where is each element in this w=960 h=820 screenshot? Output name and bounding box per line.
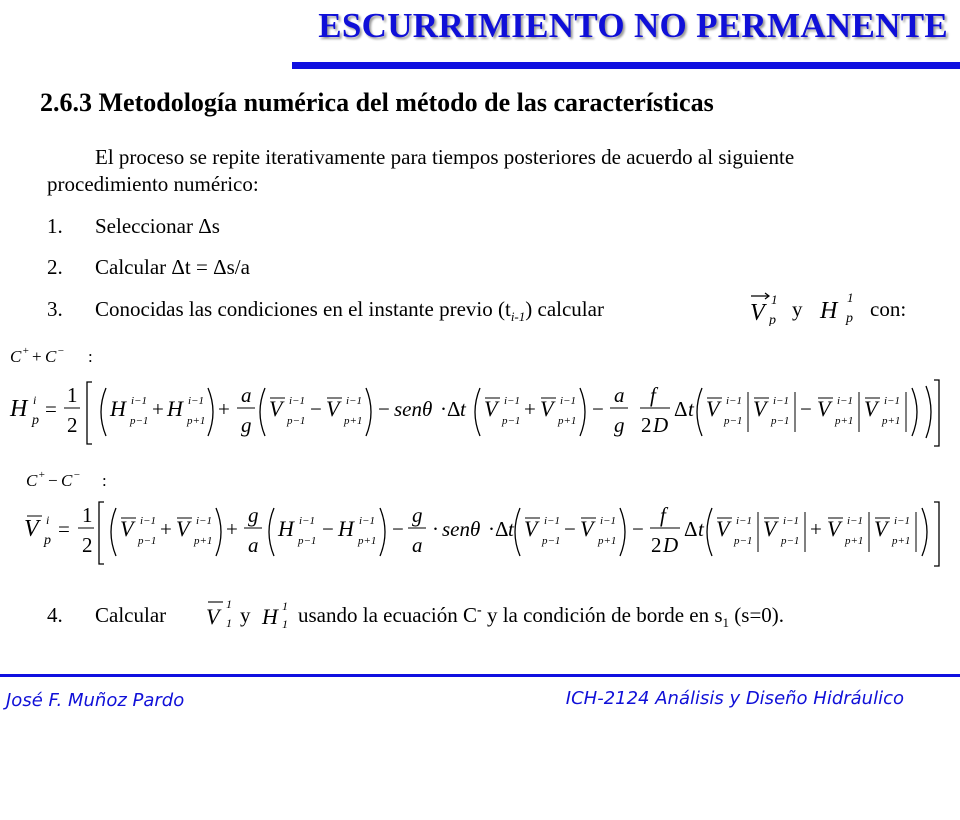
svg-text:+: +	[218, 397, 230, 421]
svg-text:p: p	[32, 413, 39, 428]
svg-text:1: 1	[282, 617, 288, 631]
svg-text:t: t	[688, 397, 694, 421]
slide-title: ESCURRIMIENTO NO PERMANENTE	[318, 6, 948, 45]
footer-divider	[0, 674, 960, 677]
svg-text:g: g	[248, 503, 259, 527]
svg-text:a: a	[241, 383, 252, 407]
svg-text:·Δ: ·Δ	[488, 517, 509, 541]
svg-text:i−1: i−1	[726, 395, 742, 407]
h-1-1-symbol	[260, 594, 296, 639]
svg-text:i−1: i−1	[560, 395, 576, 407]
svg-text:C: C	[45, 347, 57, 366]
svg-text:V: V	[120, 516, 134, 541]
svg-text:i−1: i−1	[847, 515, 863, 527]
svg-text:V: V	[817, 396, 831, 421]
svg-text:i−1: i−1	[188, 395, 204, 407]
svg-text:f: f	[650, 383, 656, 407]
svg-text:+: +	[524, 397, 536, 421]
svg-text:i: i	[46, 513, 50, 527]
svg-text:C: C	[61, 471, 73, 490]
svg-text:i−1: i−1	[736, 515, 752, 527]
svg-text:−: −	[73, 469, 81, 481]
svg-text:H: H	[278, 516, 294, 541]
svg-text:2: 2	[641, 413, 652, 437]
svg-text:p−1: p−1	[502, 415, 521, 427]
svg-text:p+1: p+1	[344, 415, 363, 427]
svg-text::: :	[102, 471, 107, 490]
svg-text:p+1: p+1	[187, 415, 206, 427]
svg-text:=: =	[58, 517, 70, 541]
svg-text:a: a	[248, 533, 259, 557]
svg-text:V: V	[326, 396, 340, 421]
svg-text:i−1: i−1	[544, 515, 560, 527]
svg-text:1: 1	[771, 292, 778, 307]
svg-text:i−1: i−1	[837, 395, 853, 407]
svg-text:p−1: p−1	[724, 415, 743, 427]
step-3: 3. Conocidas las condiciones en el instante previo $(t_{i-1})$ calcular	[47, 297, 604, 325]
svg-text:−: −	[592, 397, 604, 421]
svg-text:C: C	[10, 347, 22, 366]
step-3-con: con:	[870, 297, 907, 321]
vector-v-symbol	[747, 290, 787, 326]
svg-text:−: −	[564, 517, 576, 541]
svg-text:V: V	[524, 516, 538, 541]
svg-text:i: i	[33, 393, 37, 407]
svg-text:p−1: p−1	[542, 535, 561, 547]
svg-text:p: p	[44, 533, 51, 548]
svg-text:V: V	[580, 516, 594, 541]
equation-c-plus	[0, 340, 960, 820]
svg-text:C: C	[26, 471, 38, 490]
svg-text:V: V	[706, 396, 720, 421]
svg-text:p+1: p+1	[835, 415, 854, 427]
svg-text:−: −	[378, 397, 390, 421]
svg-text:V: V	[874, 516, 888, 541]
svg-text:p−1: p−1	[130, 415, 149, 427]
svg-text:i−1: i−1	[773, 395, 789, 407]
svg-text:Δ: Δ	[674, 397, 688, 421]
svg-text:H: H	[10, 396, 28, 422]
h-p-1-symbol	[818, 290, 862, 333]
svg-text:−: −	[322, 517, 334, 541]
svg-text:·: ·	[432, 517, 439, 541]
svg-text:V: V	[763, 516, 777, 541]
step-number: 3.	[47, 297, 63, 321]
svg-text:D: D	[663, 533, 679, 557]
svg-text:−: −	[48, 471, 58, 490]
svg-text:p: p	[769, 313, 776, 326]
svg-text:senθ: senθ	[442, 517, 481, 541]
step-text: Calcular Δt = Δs/a	[95, 255, 250, 279]
step-3-y: y	[792, 297, 803, 321]
svg-text:·Δ: ·Δ	[440, 397, 461, 421]
svg-text:=: =	[45, 397, 57, 421]
step-1	[47, 214, 220, 239]
svg-text:+: +	[810, 517, 822, 541]
svg-text:p−1: p−1	[287, 415, 306, 427]
svg-text:1: 1	[847, 290, 854, 305]
footer-author: José F. Muñoz Pardo	[6, 690, 185, 711]
svg-text:p+1: p+1	[845, 535, 864, 547]
v-1-1-symbol	[203, 594, 239, 637]
svg-text:p+1: p+1	[558, 415, 577, 427]
svg-text:i−1: i−1	[140, 515, 156, 527]
svg-text:+: +	[226, 517, 238, 541]
svg-text:p+1: p+1	[598, 535, 617, 547]
svg-text:i−1: i−1	[600, 515, 616, 527]
section-heading: 2.6.3 Metodología numérica del método de las características	[40, 88, 714, 117]
svg-text:V: V	[176, 516, 190, 541]
svg-text:+: +	[38, 469, 46, 481]
svg-text:t: t	[508, 517, 514, 541]
svg-text:2: 2	[82, 533, 93, 557]
svg-text:p+1: p+1	[892, 535, 911, 547]
svg-text:2: 2	[651, 533, 662, 557]
svg-text:p: p	[846, 311, 853, 326]
svg-text:2: 2	[67, 413, 78, 437]
svg-text:V: V	[24, 516, 39, 542]
svg-text:i−1: i−1	[346, 395, 362, 407]
svg-text:1: 1	[226, 616, 232, 630]
svg-text:H: H	[338, 516, 354, 541]
svg-text:p−1: p−1	[781, 535, 800, 547]
svg-text:i−1: i−1	[359, 515, 375, 527]
svg-text:i−1: i−1	[299, 515, 315, 527]
svg-text:−: −	[57, 345, 65, 357]
v-p-1-symbol	[747, 290, 787, 333]
step-4: 4. Calcular	[47, 603, 167, 627]
svg-text::: :	[88, 347, 93, 366]
svg-text:i−1: i−1	[894, 515, 910, 527]
svg-text:H: H	[262, 604, 278, 629]
svg-text:p+1: p+1	[882, 415, 901, 427]
svg-text:V: V	[750, 300, 765, 326]
svg-text:V: V	[716, 516, 730, 541]
svg-text:i−1: i−1	[884, 395, 900, 407]
svg-text:V: V	[540, 396, 554, 421]
step-2	[47, 255, 250, 280]
svg-text:V: V	[269, 396, 283, 421]
svg-text:p+1: p+1	[358, 535, 377, 547]
svg-text:i−1: i−1	[196, 515, 212, 527]
svg-text:i−1: i−1	[131, 395, 147, 407]
step-4-y: y	[240, 603, 251, 627]
svg-text:V: V	[753, 396, 767, 421]
svg-text:1: 1	[67, 383, 78, 407]
svg-text:g: g	[614, 413, 625, 437]
title-underline	[292, 62, 960, 69]
svg-text:+: +	[22, 345, 30, 357]
svg-text:f: f	[660, 503, 666, 527]
svg-text:H: H	[110, 396, 126, 421]
svg-text:p−1: p−1	[734, 535, 753, 547]
step-text: Seleccionar Δs	[95, 214, 220, 238]
svg-text:−: −	[632, 517, 644, 541]
svg-text:i−1: i−1	[783, 515, 799, 527]
svg-text:g: g	[412, 503, 423, 527]
svg-text:−: −	[310, 397, 322, 421]
step-4-rest: usando la ecuación C- y la condición de borde en $s_1$ (s=0).	[298, 603, 785, 631]
intro-paragraph	[47, 144, 917, 198]
svg-text:p−1: p−1	[298, 535, 317, 547]
svg-text:V: V	[827, 516, 841, 541]
svg-text:senθ: senθ	[394, 397, 433, 421]
intro-text: El proceso se repite iterativamente para tiempos posteriores de acuerdo al siguiente procedimiento numérico:	[47, 145, 795, 196]
footer-course: ICH-2124 Análisis y Diseño Hidráulico	[565, 688, 904, 709]
svg-text:t: t	[698, 517, 704, 541]
svg-text:1: 1	[282, 599, 288, 613]
svg-text:V: V	[864, 396, 878, 421]
svg-text:p+1: p+1	[194, 535, 213, 547]
svg-text:i−1: i−1	[289, 395, 305, 407]
svg-text:−: −	[392, 517, 404, 541]
svg-text:a: a	[412, 533, 423, 557]
svg-text:+: +	[152, 397, 164, 421]
svg-text:p−1: p−1	[138, 535, 157, 547]
svg-text:a: a	[614, 383, 625, 407]
svg-text:V: V	[206, 604, 220, 629]
svg-text:−: −	[800, 397, 812, 421]
svg-text:p−1: p−1	[771, 415, 790, 427]
svg-text:Δ: Δ	[684, 517, 698, 541]
svg-text:1: 1	[82, 503, 93, 527]
svg-text:+: +	[32, 347, 42, 366]
step-number: 4.	[47, 603, 63, 627]
svg-text:+: +	[160, 517, 172, 541]
svg-text:1: 1	[226, 597, 232, 611]
svg-text:i−1: i−1	[504, 395, 520, 407]
step-number: 1.	[47, 214, 63, 238]
svg-text:D: D	[653, 413, 669, 437]
step-number: 2.	[47, 255, 63, 279]
svg-text:H: H	[820, 298, 838, 324]
svg-text:t: t	[460, 397, 466, 421]
svg-text:g: g	[241, 413, 252, 437]
svg-text:H: H	[167, 396, 183, 421]
svg-text:V: V	[484, 396, 498, 421]
